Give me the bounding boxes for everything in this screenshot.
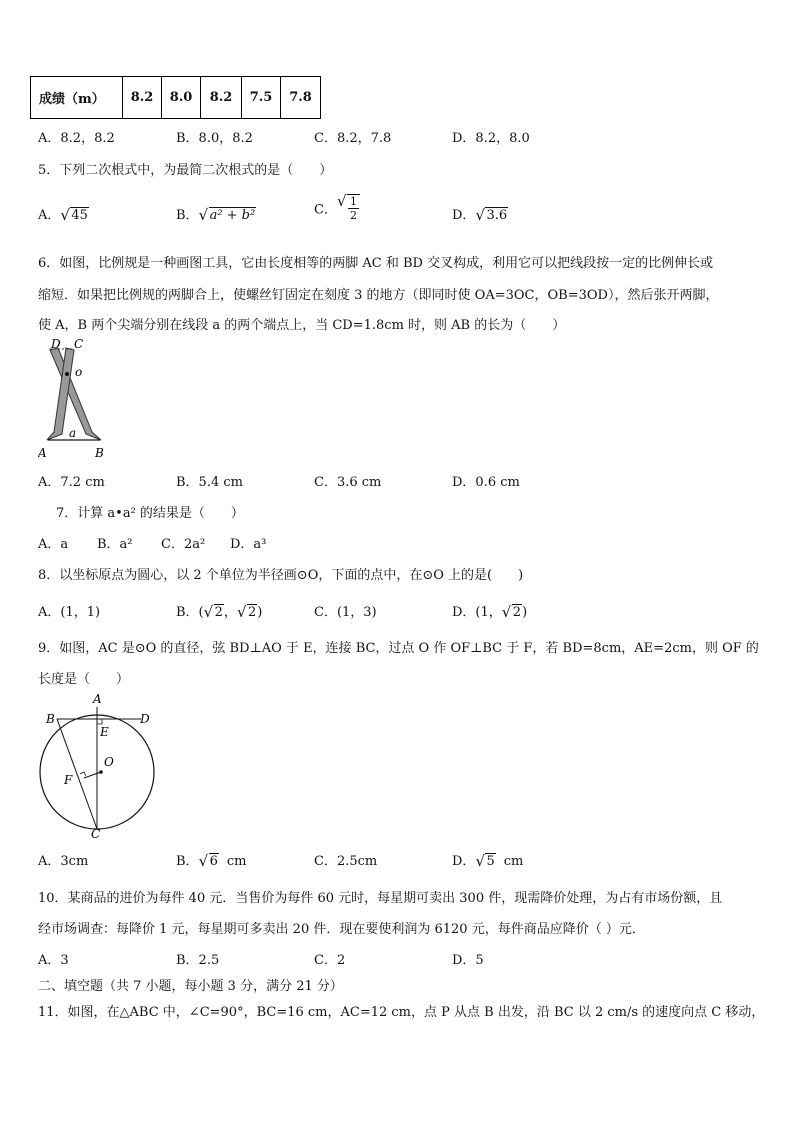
radicand: 45: [71, 208, 88, 223]
q5-option-a[interactable]: [38, 204, 89, 223]
q8-option-d[interactable]: [452, 601, 527, 620]
option-label: B．(: [176, 605, 204, 620]
section-heading: 二、填空题（共 7 小题，每小题 3 分，满分 21 分）: [38, 979, 343, 994]
option-label: D．: [452, 854, 476, 869]
label-a: A: [38, 446, 47, 460]
q4-option-c[interactable]: C．8.2，7.8: [314, 131, 392, 146]
label-c: C: [74, 337, 84, 351]
q10-option-a[interactable]: A．3: [38, 953, 69, 968]
paren: ): [522, 605, 528, 620]
radicand: 3.6: [486, 208, 508, 223]
q7-stem: 7．计算 a•a² 的结果是（ ）: [56, 506, 244, 521]
q5-option-b[interactable]: [176, 204, 256, 223]
q9-option-c[interactable]: C．2.5cm: [314, 854, 378, 869]
q4-option-b[interactable]: B．8.0，8.2: [176, 131, 253, 146]
q7-option-d[interactable]: D．a³: [230, 537, 267, 552]
q7-option-b[interactable]: B．a²: [97, 537, 133, 552]
q4-option-a[interactable]: A．8.2，8.2: [38, 131, 115, 146]
option-label: A．: [38, 208, 61, 223]
radicand: 5: [486, 854, 495, 869]
table-cell: 8.2: [123, 77, 162, 119]
table-header-cell: 成绩（m）: [31, 77, 123, 119]
option-label: D．(1，: [452, 605, 502, 620]
q8-stem: 8．以坐标原点为圆心，以 2 个单位为半径画⊙O，下面的点中，在⊙O 上的是( ): [38, 568, 524, 583]
q5-option-d[interactable]: [452, 204, 508, 223]
q10-option-d[interactable]: D．5: [452, 953, 484, 968]
proportional-divider-figure: [38, 336, 110, 460]
q5-option-c[interactable]: [314, 194, 360, 222]
q6-stem-line2: 缩短．如果把比例规的两脚合上，使螺丝钉固定在刻度 3 的地方（即同时使 OA=3OC，OB=3OD），然后张开两脚，: [38, 288, 719, 303]
q7-option-c[interactable]: C．2a²: [161, 537, 206, 552]
q6-option-d[interactable]: D．0.6 cm: [452, 475, 520, 490]
label-a: A: [93, 692, 102, 706]
q10-option-b[interactable]: B．2.5: [176, 953, 220, 968]
option-label: B．: [176, 208, 199, 223]
q10-stem-line1: 10．某商品的进价为每件 40 元．当售价为每件 60 元时，每星期可卖出 300 件，现需降价处理，为占有市场份额，且: [38, 891, 723, 906]
circle-geometry-figure: [36, 690, 164, 840]
label-e: E: [100, 725, 109, 739]
radicand: 2: [214, 605, 223, 620]
q9-stem-line2: 长度是（ ）: [38, 672, 130, 687]
q10-option-c[interactable]: C．2: [314, 953, 346, 968]
radicand: 6: [209, 854, 218, 869]
q6-option-c[interactable]: C．3.6 cm: [314, 475, 382, 490]
table-cell: 7.8: [281, 77, 321, 119]
q7-option-a[interactable]: A．a: [38, 537, 69, 552]
q4-option-d[interactable]: D．8.2，8.0: [452, 131, 530, 146]
table-cell: 7.5: [242, 77, 281, 119]
unit: cm: [226, 854, 247, 869]
score-table: [30, 76, 321, 119]
q5-stem: 5．下列二次根式中，为最简二次根式的是（ ）: [38, 163, 333, 178]
q6-stem-line1: 6．如图，比例规是一种画图工具，它由长度相等的两脚 AC 和 BD 交叉构成，利用它可以把线段按一定的比例伸长或: [38, 256, 714, 271]
option-label: D．: [452, 208, 476, 223]
radicand: a² + b²: [209, 208, 256, 223]
label-f: F: [64, 773, 73, 787]
radicand: 2: [512, 605, 522, 620]
q9-option-b[interactable]: [176, 850, 246, 869]
q9-option-d[interactable]: [452, 850, 523, 869]
q9-option-a[interactable]: A．3cm: [38, 854, 89, 869]
label-c: C: [91, 827, 101, 840]
q8-option-a[interactable]: A．(1，1): [38, 605, 101, 620]
q11-stem-line1: 11．如图，在△ABC 中，∠C=90°，BC=16 cm，AC=12 cm，点 P 从点 B 出发，沿 BC 以 2 cm/s 的速度向点 C 移动，: [38, 1005, 765, 1020]
q9-stem-line1: 9．如图，AC 是⊙O 的直径，弦 BD⊥AO 于 E，连接 BC，过点 O 作 OF⊥BC 于 F，若 BD=8cm，AE=2cm，则 OF 的: [38, 641, 759, 656]
table-cell: 8.0: [162, 77, 201, 119]
label-b: B: [46, 712, 55, 726]
q6-option-a[interactable]: A．7.2 cm: [38, 475, 105, 490]
label-d: D: [51, 337, 61, 351]
label-d: D: [140, 712, 150, 726]
option-label: B．: [176, 854, 199, 869]
q6-option-b[interactable]: B．5.4 cm: [176, 475, 243, 490]
q8-option-c[interactable]: C．(1，3): [314, 605, 377, 620]
fraction-numerator: √ 1: [349, 195, 357, 208]
paren: ): [257, 605, 263, 620]
label-o: O: [104, 755, 114, 769]
option-label: C．: [314, 202, 337, 218]
comma: ，: [223, 605, 237, 620]
label-o: o: [75, 365, 83, 379]
q8-option-b[interactable]: [176, 601, 262, 620]
table-cell: 8.2: [201, 77, 242, 119]
radicand: 2: [247, 605, 257, 620]
q6-stem-line3: 使 A，B 两个尖端分别在线段 a 的两个端点上，当 CD=1.8cm 时，则 AB 的长为（ ）: [38, 318, 566, 333]
label-a-segment: a: [69, 426, 77, 440]
unit: cm: [503, 854, 524, 869]
q10-stem-line2: 经市场调查：每降价 1 元，每星期可多卖出 20 件．现在要使利润为 6120 元，每件商品应降价（ ）元．: [38, 922, 645, 937]
fraction-denominator: 2: [349, 209, 357, 222]
label-b: B: [95, 446, 104, 460]
